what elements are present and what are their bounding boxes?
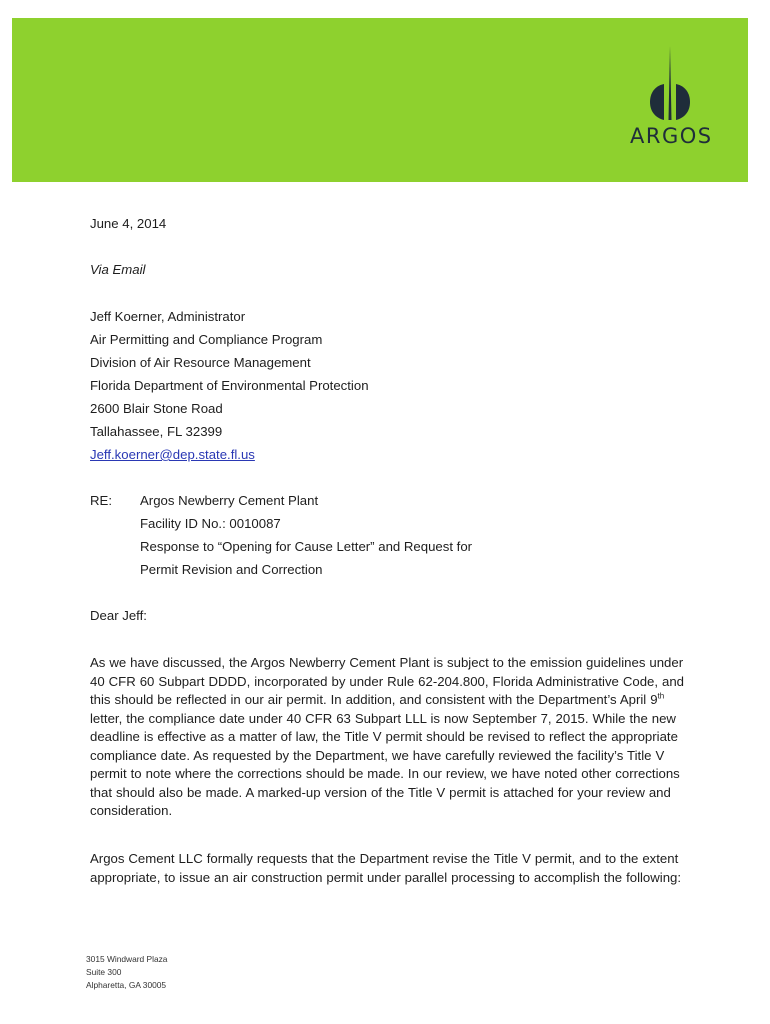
logo-text: ARGOS bbox=[630, 124, 713, 148]
recipient-division: Division of Air Resource Management bbox=[90, 355, 311, 370]
recipient-city: Tallahassee, FL 32399 bbox=[90, 424, 223, 439]
footer-address-street: 3015 Windward Plaza bbox=[86, 954, 168, 964]
ordinal-superscript: th bbox=[657, 691, 665, 701]
recipient-street: 2600 Blair Stone Road bbox=[90, 401, 223, 416]
letter-date: June 4, 2014 bbox=[90, 216, 167, 231]
body-paragraph-1: As we have discussed, the Argos Newberry Cement Plant is subject to the emission guidelines under 40 CFR 60 Subpart DDDD, incorporated by under Rule 62-204.800, Florida Administrative Code, and this should be reflected in our air permit. In addition, and consistent with the Department’s April 9th letter, the compliance date under 40 CFR 63 Subpart LLL is now September 7, 2015. While the new deadline is effective as a matter of law, the Title V permit should be revised to reflect the appropriate compliance date. As requested by the Department, we have carefully reviewed the facility’s Title V permit to note where the corrections should be made. In our review, we have noted other corrections that should also be made. A marked-up version of the Title V permit is attached for your review and consideration. bbox=[90, 655, 684, 818]
delivery-method: Via Email bbox=[90, 262, 146, 277]
argos-logo-icon bbox=[640, 42, 700, 122]
recipient-program: Air Permitting and Compliance Program bbox=[90, 332, 323, 347]
re-line-facility-id: Facility ID No.: 0010087 bbox=[140, 516, 281, 531]
recipient-department: Florida Department of Environmental Protection bbox=[90, 378, 369, 393]
body-paragraph-2: Argos Cement LLC formally requests that the Department revise the Title V permit, and to the extent appropriate, to issue an air construction permit under parallel processing to accomplish the following: bbox=[90, 851, 682, 885]
header-banner bbox=[12, 18, 748, 182]
salutation: Dear Jeff: bbox=[90, 608, 147, 623]
re-line-response: Response to “Opening for Cause Letter” and Request for bbox=[140, 539, 473, 554]
recipient-email-link[interactable]: Jeff.koerner@dep.state.fl.us bbox=[90, 447, 255, 462]
re-line-permit-revision: Permit Revision and Correction bbox=[140, 562, 323, 577]
re-line-plant: Argos Newberry Cement Plant bbox=[140, 493, 319, 508]
footer-address-suite: Suite 300 bbox=[86, 967, 122, 977]
re-label: RE: bbox=[90, 493, 112, 508]
footer-address-city: Alpharetta, GA 30005 bbox=[86, 980, 167, 990]
recipient-name: Jeff Koerner, Administrator bbox=[90, 309, 246, 324]
